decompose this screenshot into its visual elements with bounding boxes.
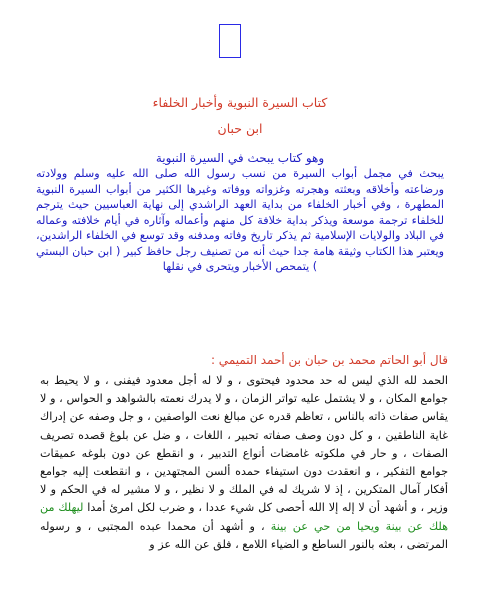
book-description: يبحث في مجمل أبواب السيرة من نسب رسول الله صلى الله عليه وسلم وولادته ورضاعته وأخلاقه وبعثته وهجرته وغزواته ووفاته وغيرها الكثير من أبواب السيرة النبوية المطهرة ، وفي أخبار الخلفاء من بداية العهد الراشدي إلى نهاية العباسيين حيث يترجم للخلفاء ترجمة موسعة ويذكر بداية خلافة كل منهم وأعماله وآثاره في أيام خلافته وعماله في البلاد والولايات الإسلامية ثم يذكر تاريخ وفاته ومدفنه وقد توسع في الخلفاء الراشدين، ويعتبر هذا الكتاب وثيقة هامة جدا حيث أنه من تصنيف رجل حافظ كبير ( ابن حبان البستي ) يتمحص الأخبار ويتحرى في نقلها (36, 167, 444, 273)
page-frame-box (219, 24, 241, 58)
book-title: كتاب السيرة النبوية وأخبار الخلفاء (152, 95, 328, 110)
body-quran-quote: ليهلك من هلك عن بينة ويحيا من حي عن بينة (40, 501, 448, 533)
section-heading: قال أبو الحاتم محمد بن حبان بن أحمد التميمي : (210, 353, 448, 367)
body-tail-text: ، و أشهد أن محمدا عبده المجتبى ، و رسوله المرتضى ، بعثه بالنور الساطع و الضياء اللامع ، فلق عن الله عز و (40, 519, 448, 551)
book-author: ابن حبان (217, 121, 263, 136)
body-main-text: الحمد لله الذي ليس له حد محدود فيحتوى ، و لا له أجل معدود فيفنى ، و لا يحيط به جوامع المكان ، و لا يشتمل عليه تواتر الزمان ، و لا يدرك نعمته بالشواهد و الحواس ، و لا يقاس صفات ذاته بالناس ، تعاظم قدره عن مبالغ نعت الواصفين ، و جل وصفه عن إدراك غاية الناطقين ، و كل دون وصف صفاته تحبير ، اللغات ، و ضل عن بلوغ قصده تصريف الصفات ، و حار في ملكوته غامضات أنواع التدبير ، و انقطع عن دون بلوغه عميقات جوامع التفكير ، و انعقدت دون استيفاء حمده ألسن المجتهدين ، و انقطعت إليه جوامع أفكار آمال المتكرين ، إذ لا شريك له في الملك و لا نظير ، و لا مشير له في الحكم و لا وزير ، و أشهد أن لا إله إلا الله أحصى كل شيء عددا ، و ضرب لكل امرئ أمدا (40, 374, 449, 515)
book-subtitle: وهو كتاب يبحث في السيرة النبوية (155, 151, 325, 165)
body-paragraph (40, 372, 448, 554)
